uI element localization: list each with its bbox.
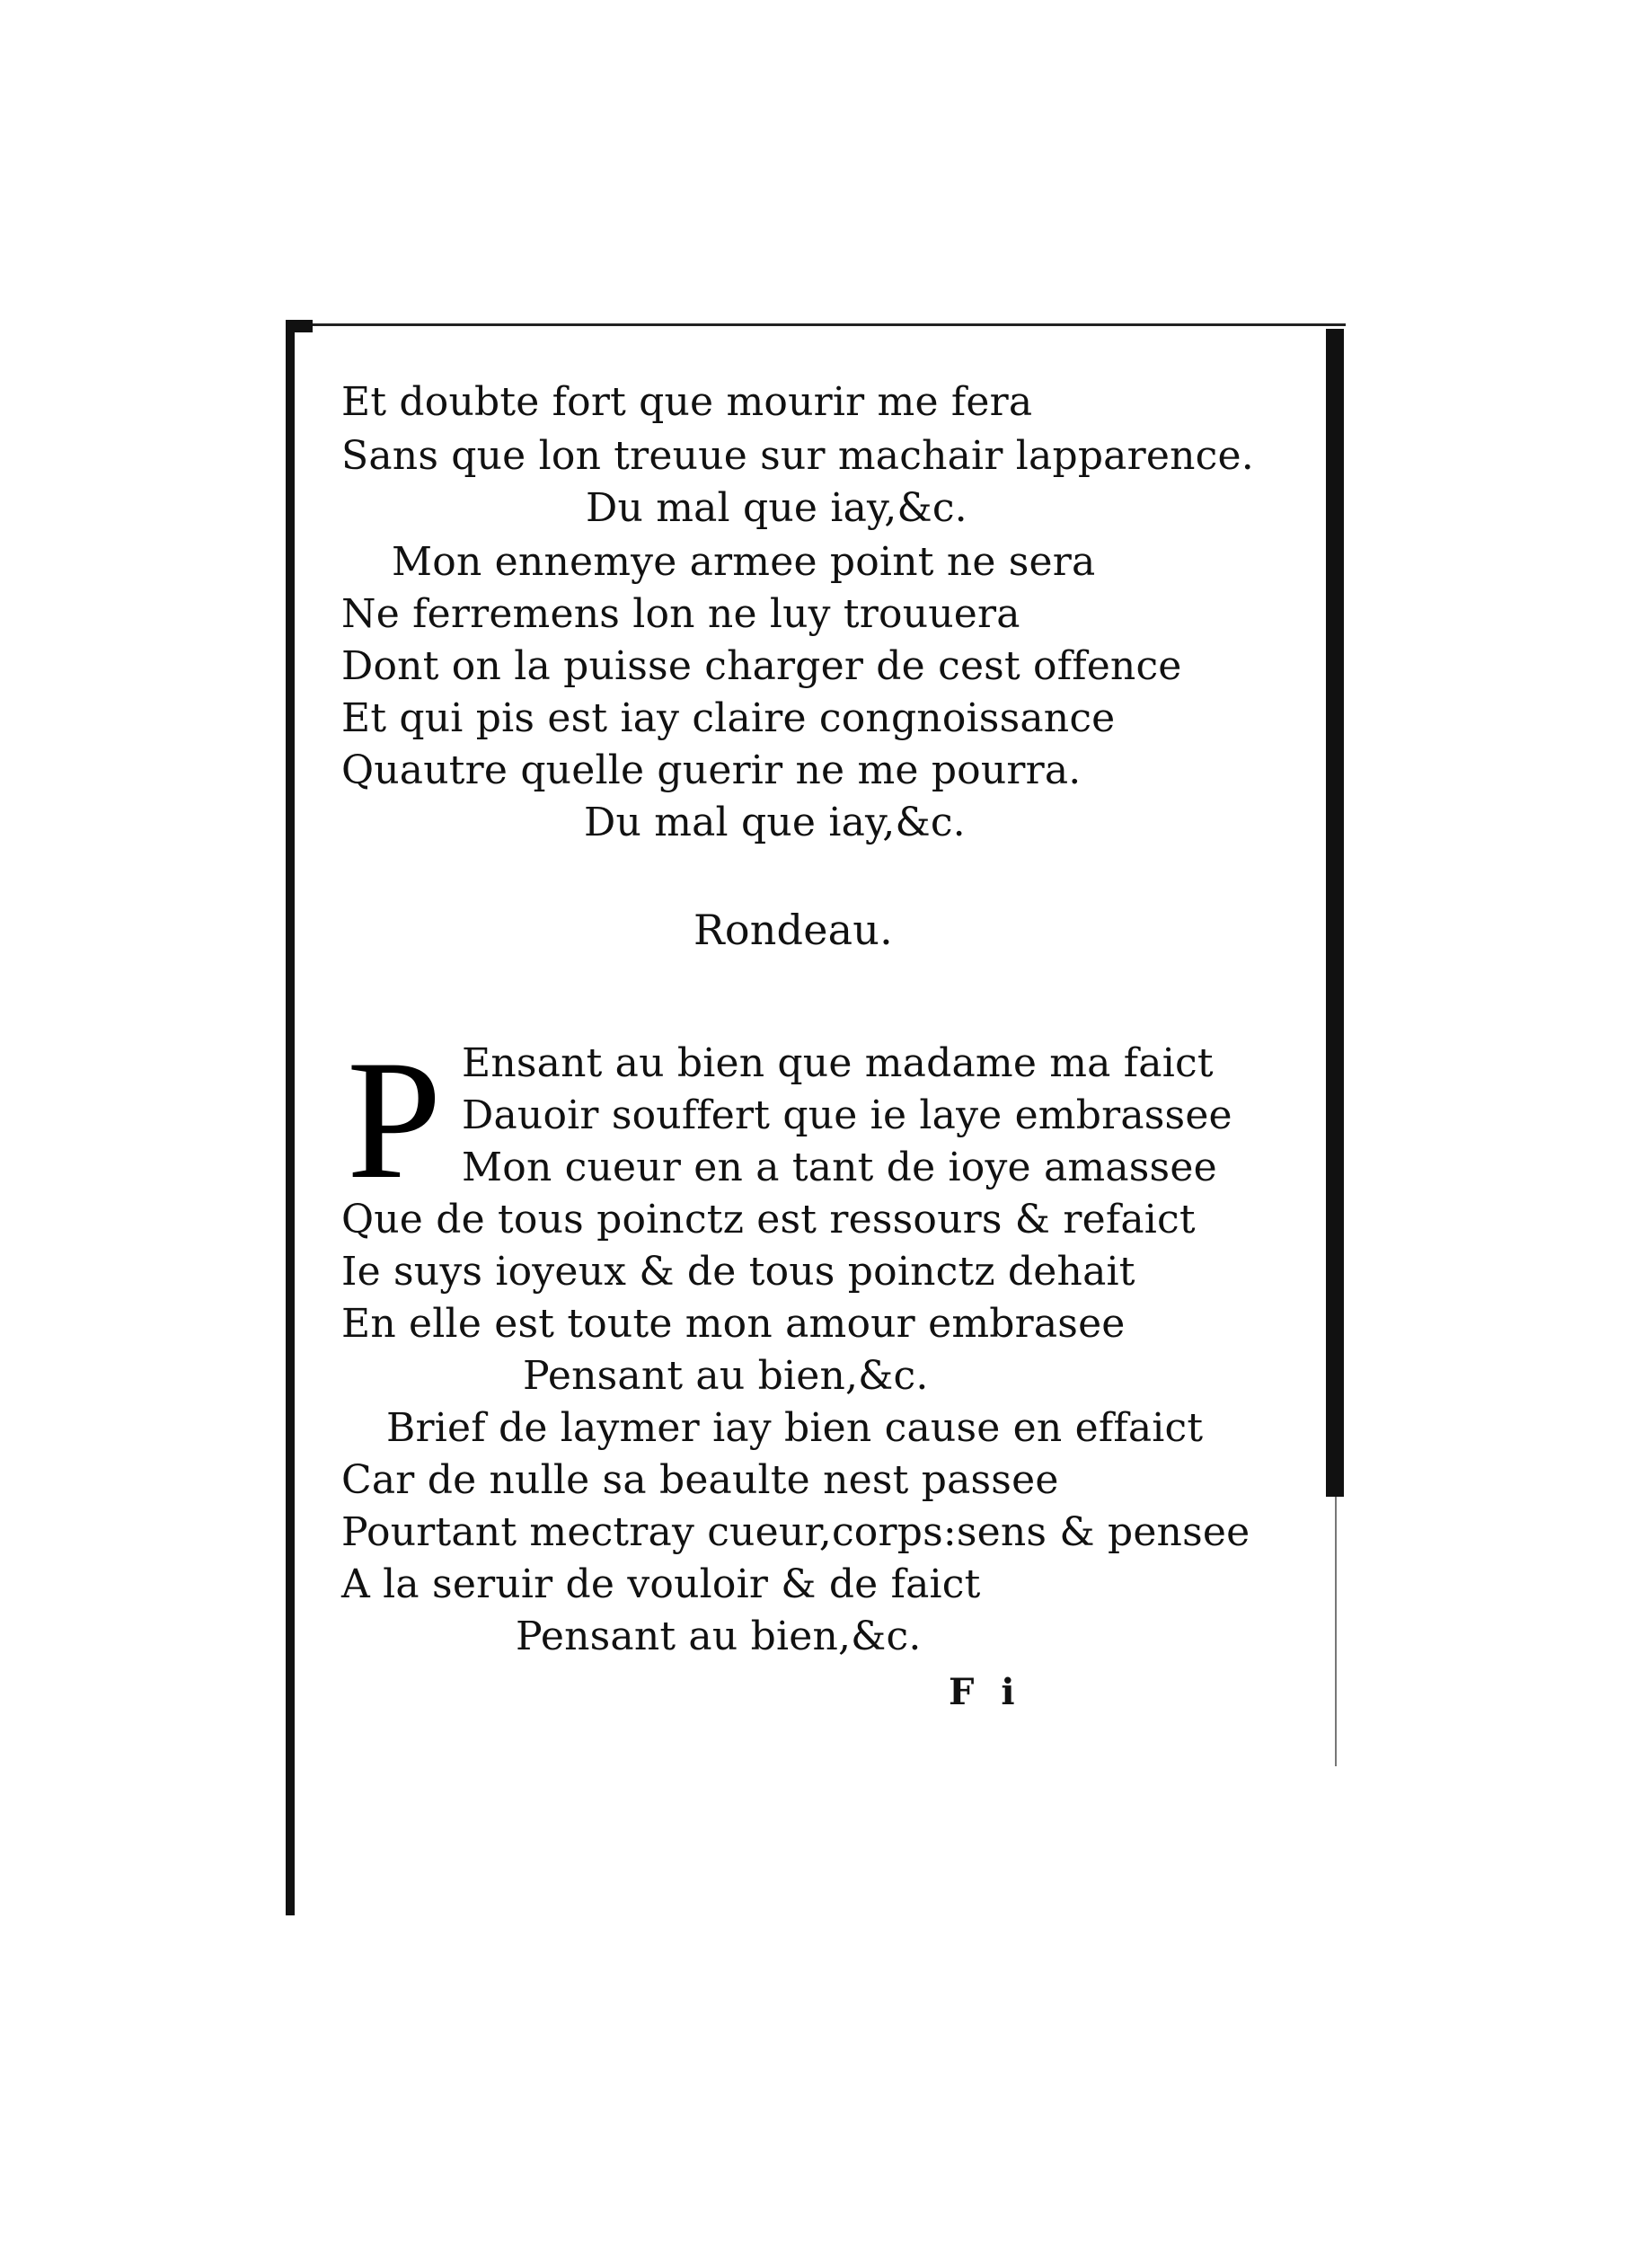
verse-line: Car de nulle sa beaulte nest passee: [341, 1457, 1059, 1503]
verse-line: Et doubte fort que mourir me fera: [341, 379, 1033, 425]
section-heading: Rondeau.: [693, 906, 893, 954]
drop-cap: P: [347, 1026, 442, 1215]
verse-line: Brief de laymer iay bien cause en effaict: [386, 1405, 1204, 1451]
refrain-line: Du mal que iay,&c.: [584, 800, 966, 845]
refrain-line: Pensant au bien,&c.: [516, 1614, 922, 1659]
verse-line: Mon cueur en a tant de ioye amassee: [462, 1145, 1217, 1190]
verse-line: Ensant au bien que madame ma faict: [462, 1040, 1214, 1086]
signature-mark: F i: [949, 1671, 1022, 1713]
verse-line: En elle est toute mon amour embrasee: [341, 1301, 1126, 1347]
verse-line: Pourtant mectray cueur,corps:sens & pensee: [341, 1509, 1250, 1555]
verse-line: A la seruir de vouloir & de faict: [341, 1561, 981, 1607]
verse-line: Ie suys ioyeux & de tous poinctz dehait: [341, 1249, 1135, 1295]
page-right-border: [1326, 329, 1344, 1497]
verse-line: Dont on la puisse charger de cest offence: [341, 643, 1182, 689]
verse-line: Sans que lon treuue sur machair lapparence.: [341, 433, 1254, 479]
verse-line: Ne ferremens lon ne luy trouuera: [341, 591, 1020, 637]
verse-line: Que de tous poinctz est ressours & refaict: [341, 1197, 1196, 1242]
refrain-line: Du mal que iay,&c.: [586, 485, 967, 531]
verse-line: Et qui pis est iay claire congnoissance: [341, 695, 1116, 741]
book-page: [286, 323, 1346, 1915]
page-left-border: [286, 323, 295, 1915]
refrain-line: Pensant au bien,&c.: [523, 1353, 929, 1399]
verse-line: Quautre quelle guerir ne me pourra.: [341, 747, 1082, 793]
page-top-rule: [286, 323, 1346, 326]
verse-line: Dauoir souffert que ie laye embrassee: [462, 1092, 1232, 1138]
verse-line: Mon ennemye armee point ne sera: [392, 539, 1096, 585]
page-right-border-tail: [1335, 1497, 1337, 1766]
